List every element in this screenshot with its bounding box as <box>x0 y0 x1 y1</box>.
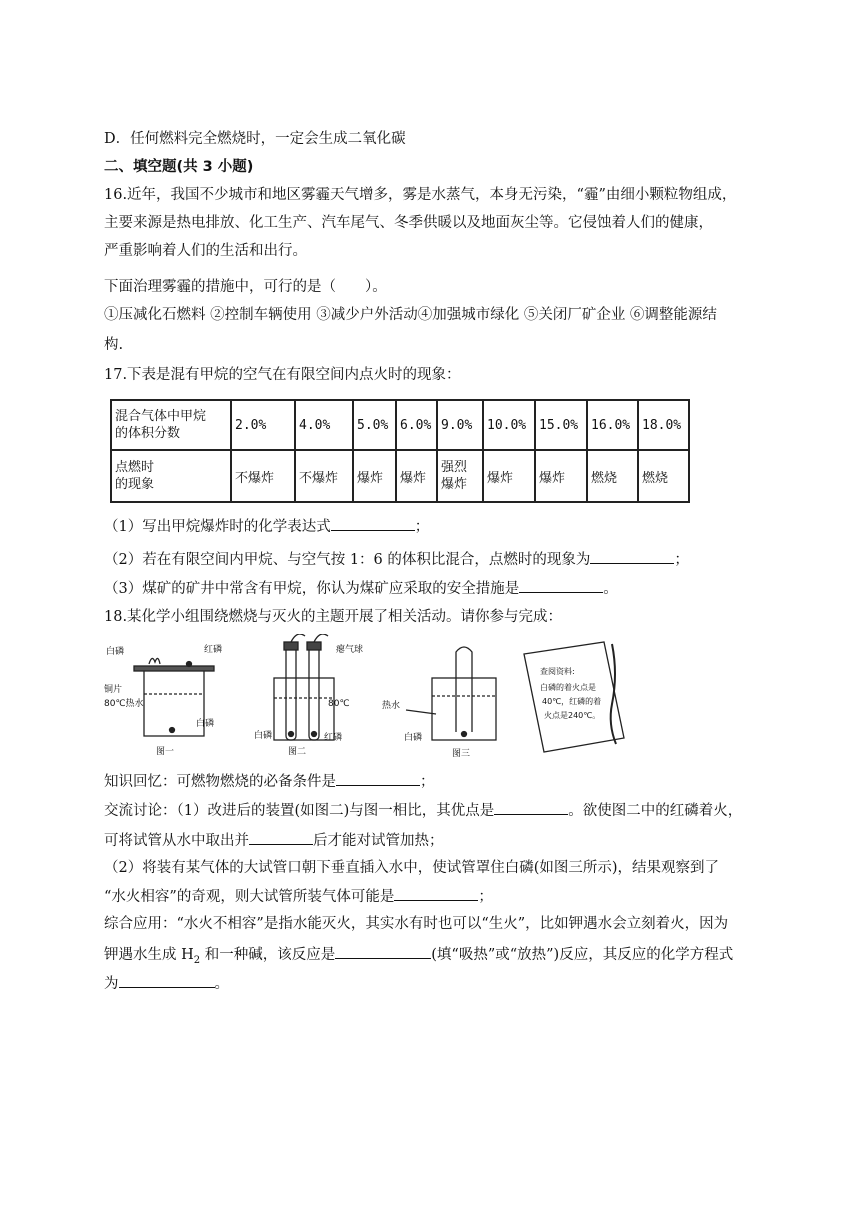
table-cell: 燃烧 <box>587 450 638 502</box>
label-red-p: 红磷 <box>204 645 223 655</box>
punct: 。 <box>603 581 618 597</box>
q17-intro: 17.下表是混有甲烷的空气在有限空间内点火时的现象： <box>104 367 461 383</box>
table-cell: 18.0% <box>638 400 689 450</box>
q18-intro: 18.某化学小组围绕燃烧与灭火的主题开展了相关活动。请你参与完成： <box>104 609 563 625</box>
q16-line-2: 主要来源是热电排放、化工生产、汽车尾气、冬季供暖以及地面灰尘等。它侵蚀着人们的健康， <box>104 215 713 231</box>
q18-application-c <box>104 973 229 994</box>
label-white-p-2: 白磷 <box>196 719 215 729</box>
stopper <box>284 642 298 650</box>
table-cell: 爆炸 <box>353 450 396 502</box>
stopper <box>307 642 321 650</box>
q17-sub2 <box>104 549 689 570</box>
white-phosphorus-dot <box>462 732 467 737</box>
experiment-figures <box>104 634 664 764</box>
red-phosphorus-dot <box>187 662 192 667</box>
table-cell: 6.0% <box>396 400 437 450</box>
note-line-1: 白磷的着火点是 <box>540 683 596 692</box>
label-80c: 80℃ <box>328 699 350 709</box>
label-hot-water: 80℃热水 <box>104 699 144 709</box>
balloon-tube <box>291 634 305 642</box>
flame-icon <box>149 658 160 664</box>
q17-sub1 <box>104 516 429 537</box>
q16-line-5: ①压减化石燃料 ②控制车辆使用 ③减少户外活动④加强城市绿化 ⑤关闭厂矿企业 ⑥调整能源结 <box>104 307 717 323</box>
label-white-p-4: 白磷 <box>404 733 423 743</box>
q17-sub3-text: （3）煤矿的矿井中常含有甲烷，你认为煤矿应采取的安全措施是 <box>104 581 520 597</box>
q18-discussion-2: （2）将装有某气体的大试管口朝下垂直插入水中，使试管罩住白磷(如图三所示)，结果观察到了 <box>104 860 720 876</box>
table-cell: 强烈爆炸 <box>437 450 483 502</box>
punct: ； <box>478 889 493 905</box>
subscript: 2 <box>193 954 201 966</box>
option-d: D．任何燃料完全燃烧时，一定会生成二氧化碳 <box>104 131 406 147</box>
table-cell: 爆炸 <box>483 450 535 502</box>
table-cell: 不爆炸 <box>231 450 295 502</box>
figures-svg <box>104 634 664 764</box>
answer-blank[interactable] <box>394 886 478 901</box>
table-row <box>111 400 689 450</box>
white-phosphorus-dot <box>289 732 294 737</box>
q18-disc1-text: 交流讨论：（1）改进后的装置(如图二)与图一相比，其优点是 <box>104 803 495 819</box>
balloon-tube <box>314 634 328 642</box>
q18-recall <box>104 771 435 792</box>
figure-one-caption: 图一 <box>156 747 175 757</box>
answer-blank[interactable] <box>119 973 215 988</box>
q17-sub3 <box>104 578 618 599</box>
note-line-3: 火点是240℃。 <box>544 711 601 720</box>
q18-app-text-c: 为 <box>104 976 119 992</box>
note-line-2: 40℃，红磷的着 <box>542 697 602 706</box>
answer-blank[interactable] <box>336 771 420 786</box>
q18-disc1-text-d: 后才能对试管加热； <box>313 833 444 849</box>
answer-blank[interactable] <box>590 549 674 564</box>
label-white-p-3: 白磷 <box>254 731 273 741</box>
table-cell: 9.0% <box>437 400 483 450</box>
table-cell: 爆炸 <box>396 450 437 502</box>
table-header-concentration <box>111 400 231 450</box>
figure-two <box>254 634 363 757</box>
label-copper: 铜片 <box>104 685 123 695</box>
punct: 。 <box>214 976 229 992</box>
header-line: 混合气体中甲烷 <box>115 409 207 424</box>
punct: ； <box>674 552 689 568</box>
answer-blank[interactable] <box>494 800 568 815</box>
label-red-p-2: 红磷 <box>324 733 343 743</box>
q18-application-b <box>104 944 733 971</box>
red-phosphorus-dot <box>312 732 317 737</box>
table-cell: 5.0% <box>353 400 396 450</box>
table-cell: 2.0% <box>231 400 295 450</box>
q16-line-1: 16.近年，我国不少城市和地区雾霾天气增多，雾是水蒸气，本身无污染，“霾”由细小颗粒物组成， <box>104 187 737 203</box>
answer-blank[interactable] <box>335 944 431 959</box>
figure-one <box>104 643 222 757</box>
table-cell: 不爆炸 <box>295 450 353 502</box>
table-header-phenomenon <box>111 450 231 502</box>
q17-sub2-text: （2）若在有限空间内甲烷、与空气按 1：6 的体积比混合，点燃时的现象为 <box>104 552 591 568</box>
q16-line-3: 严重影响着人们的生活和出行。 <box>104 243 307 259</box>
beaker <box>432 678 496 740</box>
q18-app-text-b3: (填“吸热”或“放热”)反应，其反应的化学方程式 <box>431 947 734 963</box>
q18-discussion-2b <box>104 886 493 907</box>
q16-line-6: 构. <box>104 337 124 353</box>
reference-note <box>524 642 624 752</box>
figure-three-caption: 图三 <box>452 749 471 759</box>
header-line: 点燃时 <box>115 460 155 475</box>
section-heading: 二、填空题(共 3 小题) <box>104 159 254 175</box>
copper-sheet <box>134 666 214 671</box>
figure-three <box>382 647 496 759</box>
q18-discussion-1 <box>104 800 742 821</box>
header-line: 的现象 <box>115 477 155 492</box>
q17-sub1-text: （1）写出甲烷爆炸时的化学表达式 <box>104 519 331 535</box>
inverted-test-tube <box>456 647 472 732</box>
label-hot-water-2: 热水 <box>382 701 401 711</box>
note-title: 查阅资料: <box>540 667 575 676</box>
q18-discussion-1b <box>104 830 444 851</box>
q18-application: 综合应用：“水火不相容”是指水能灭火，其实水有时也可以“生火”，比如钾遇水会立刻着火，因为 <box>104 916 729 932</box>
q18-app-text-b2: 和一种碱，该反应是 <box>200 947 336 963</box>
beaker <box>144 670 204 736</box>
table-cell: 爆炸 <box>535 450 587 502</box>
table-cell: 15.0% <box>535 400 587 450</box>
table-cell: 4.0% <box>295 400 353 450</box>
beaker <box>274 678 334 740</box>
answer-blank[interactable] <box>249 830 313 845</box>
header-line: 的体积分数 <box>115 426 181 441</box>
table-cell: 16.0% <box>587 400 638 450</box>
table-cell: 燃烧 <box>638 450 689 502</box>
q18-disc1-text-c: 可将试管从水中取出并 <box>104 833 249 849</box>
q18-recall-text: 知识回忆：可燃物燃烧的必备条件是 <box>104 774 336 790</box>
q16-line-4: 下面治理雾霾的措施中，可行的是（ ）。 <box>104 279 387 295</box>
q18-app-text-b1: 钾遇水生成 H <box>104 947 194 963</box>
punct: ； <box>420 774 435 790</box>
table-cell: 10.0% <box>483 400 535 450</box>
label-balloon: 瘪气球 <box>336 645 364 655</box>
q18-disc2-text-b: “水火相容”的奇观，则大试管所装气体可能是 <box>104 889 395 905</box>
answer-blank[interactable] <box>519 578 603 593</box>
methane-table <box>110 399 690 503</box>
table-row <box>111 450 689 502</box>
white-phosphorus-dot <box>170 728 175 733</box>
punct: ； <box>414 519 430 535</box>
test-tube-left <box>286 646 296 740</box>
answer-blank[interactable] <box>331 516 415 531</box>
figure-two-caption: 图二 <box>288 747 307 757</box>
label-white-p: 白磷 <box>106 647 125 657</box>
test-tube-right <box>309 646 319 740</box>
q18-disc1-text-b: 。欲使图二中的红磷着火， <box>568 803 743 819</box>
